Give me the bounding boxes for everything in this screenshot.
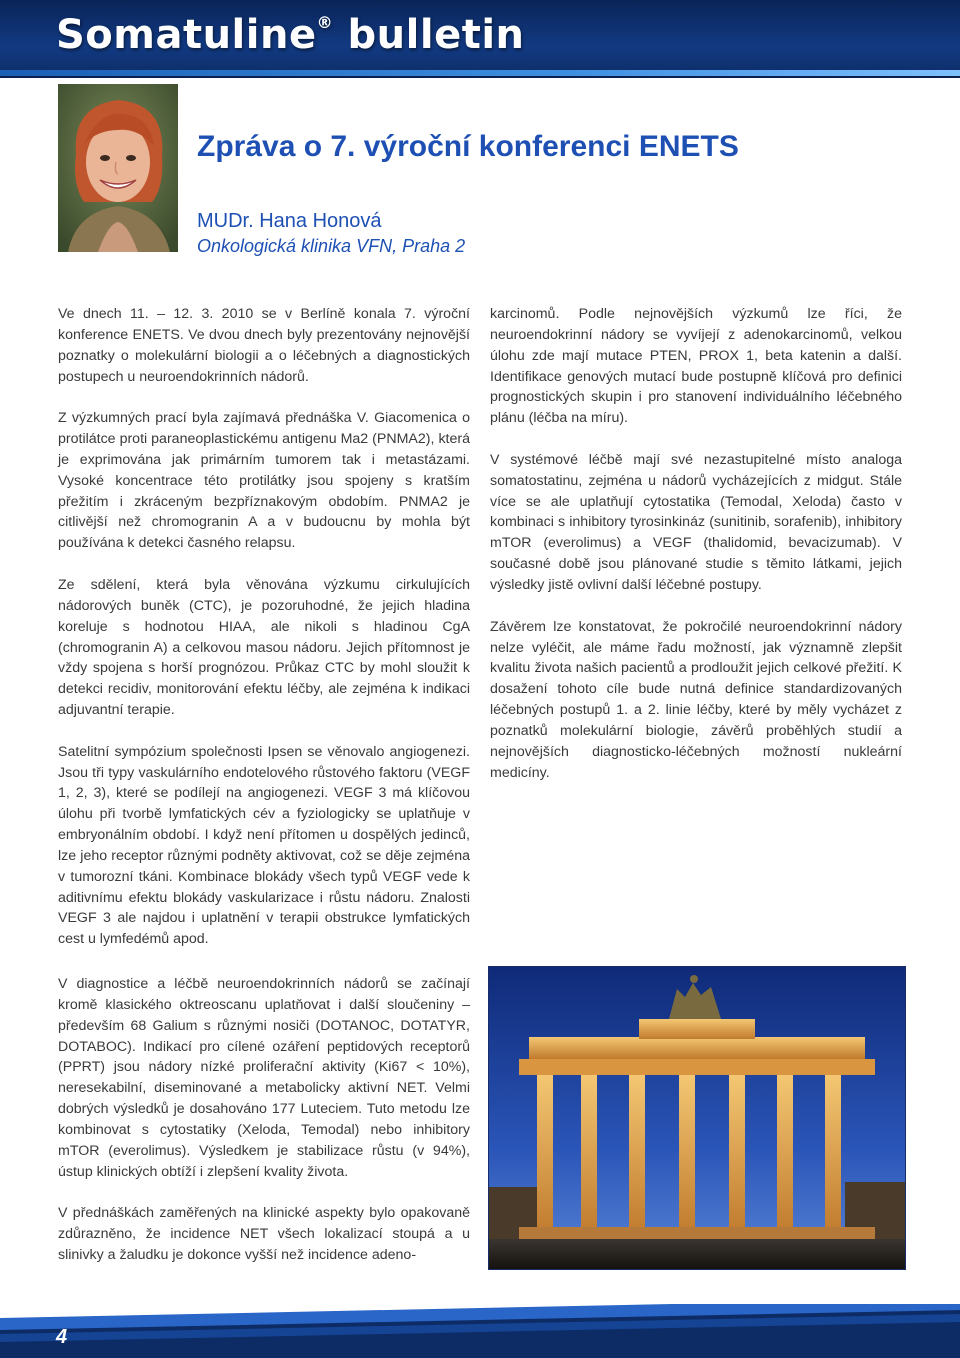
- left-column-bottom: [58, 974, 470, 1287]
- paragraph: Ze sdělení, která byla věnována výzkumu cirkulujících nádorových buněk (CTC), je pozoruhodné, že jejich hladina koreluje s hodnotou HIAA, ale nikoli s hladinou CgA (chromogranin A) a celkovou masou nádoru. Jejich přítomnost je vždy spojena s horší prognózou. Průkaz CTC by mohl sloužit k detekci recidiv, monitorování efektu léčby, ale zejména k indikaci adjuvantní terapie.: [58, 576, 470, 719]
- author-portrait: [58, 84, 178, 252]
- author-name: MUDr. Hana Honová: [197, 210, 382, 232]
- author-affiliation: Onkologická klinika VFN, Praha 2: [197, 236, 466, 256]
- article-title: Zpráva o 7. výroční konferenci ENETS: [197, 130, 739, 163]
- left-column-top: [58, 304, 470, 971]
- registered-mark: ®: [316, 12, 334, 32]
- footer-stripes: [0, 1304, 960, 1358]
- header-stripe-dark: [0, 76, 960, 78]
- right-column: [490, 304, 902, 804]
- brandenburg-gate-illustration: [489, 967, 905, 1269]
- bulletin-title: [56, 12, 525, 58]
- brandenburg-gate-photo: [488, 966, 906, 1270]
- paragraph: karcinomů. Podle nejnovějších výzkumů lze říci, že neuroendokrinní nádory se vyvíjejí z adenokarcinomů, velkou úlohu zde mají mutace PTEN, PROX 1, beta katenin a další. Identifikace genových mutací bude postupně klíčová pro definici prognostických skupin i pro stanovení individuálního léčebného plánu (léčba na míru).: [490, 306, 902, 427]
- bulletin-title-suffix: bulletin: [347, 12, 525, 58]
- paragraph: Satelitní sympózium společnosti Ipsen se věnovalo angiogenezi. Jsou tři typy vaskulárního endotelového růstového faktoru (VEGF 1, 2, 3), které se podílejí na angiogenezi. VEGF 3 má klíčovou úlohu při tvorbě lymfatických cév a fyziologicky se uplatňuje v embryonálním období. I když není přítomen u dospělých jedinců, lze jeho receptor různými podněty aktivovat, což se děje zejména v tumorozní tkáni. Kombinace blokády všech typů VEGF vede k aditivnímu efektu blokády vaskularizace i růstu nádoru. Znalosti VEGF 3 ale najdou i uplatnění v terapii obstrukce lymfatických cest u lymfedémů apod.: [58, 743, 470, 948]
- paragraph: V přednáškách zaměřených na klinické aspekty bylo opakovaně zdůrazněno, že incidence NET všech lokalizací stoupá a u slinivky a žaludku je dokonce vyšší než incidence adeno-: [58, 1205, 470, 1263]
- bulletin-title-brand: Somatuline: [56, 12, 317, 58]
- paragraph: V systémové léčbě mají své nezastupitelné místo analoga somatostatinu, zejména u nádorů vycházejících z midgut. Stále více se ale uplatňují cytostatika (Temodal, Xeloda) často v kombinaci s inhibitory tyrosinkináz (sunitinib, sorafenib), inhibitory mTOR (everolimus) a VEGF (thalidomid, bevacizumab). V současné době jsou plánované studie s těmito látkami, jejich výsledky jistě ovlivní další léčebné postupy.: [490, 451, 902, 593]
- page-number: 4: [56, 1326, 68, 1348]
- footer-band: [0, 1304, 960, 1358]
- paragraph: Závěrem lze konstatovat, že pokročilé neuroendokrinní nádory nelze vyléčit, ale máme řadu možností, jak významně zlepšit kvalitu života našich pacientů a prodloužit jejich celkové přežití. K dosažení tohoto cíle bude nutná definice standardizovaných léčebných postupů 1. a 2. linie léčby, které by měly vycházet z poznatků molekulární biologie, závěrů proběhlých studií a nejnovějších diagnosticko-léčebných možností nukleární medicíny.: [490, 618, 902, 781]
- paragraph: Z výzkumných prací byla zajímavá přednáška V. Giacomenica o protilátce proti paraneoplastickému antigenu Ma2 (PNMA2), která je exprimována jak primárním tumorem tak i metastázami. Vysoké koncentrace této protilátky jsou spojeny s kratším přežitím i zkráceným bezpříznakovým obdobím. PNMA2 je citlivější než chromogranin A a v budoucnu by mohla být používána k detekci časného relapsu.: [58, 410, 470, 552]
- portrait-illustration: [58, 84, 178, 252]
- header-band: [0, 0, 960, 78]
- paragraph: V diagnostice a léčbě neuroendokrinních nádorů se začínají kromě klasického oktreoscanu uplatňovat i další sloučeniny – především 68 Galium s různými nosiči (DOTANOC, DOTATYR, DOTABOC). Indikací pro cílené ozáření peptidových receptorů (PPRT) jsou nádory nízké proliferační aktivity (Ki67 < 10%), neresekabilní, diseminované a metabolicky aktivní NET. Velmi dobrých výsledků je dosahováno 177 Luteciem. Tuto metodu lze kombinovat s cytostatiky (Xeloda, Temodal) nebo inhibitory mTOR (everolimus). Výsledkem je stabilizace růstu (v 94%), ústup klinických obtíží i zlepšení kvality života.: [58, 976, 470, 1180]
- paragraph: Ve dnech 11. – 12. 3. 2010 se v Berlíně konala 7. výroční konference ENETS. Ve dvou dnech byly prezentovány nejnovější poznatky o molekulární biologii a o léčebných a diagnostických postupech u neuroendokrinních nádorů.: [58, 306, 470, 385]
